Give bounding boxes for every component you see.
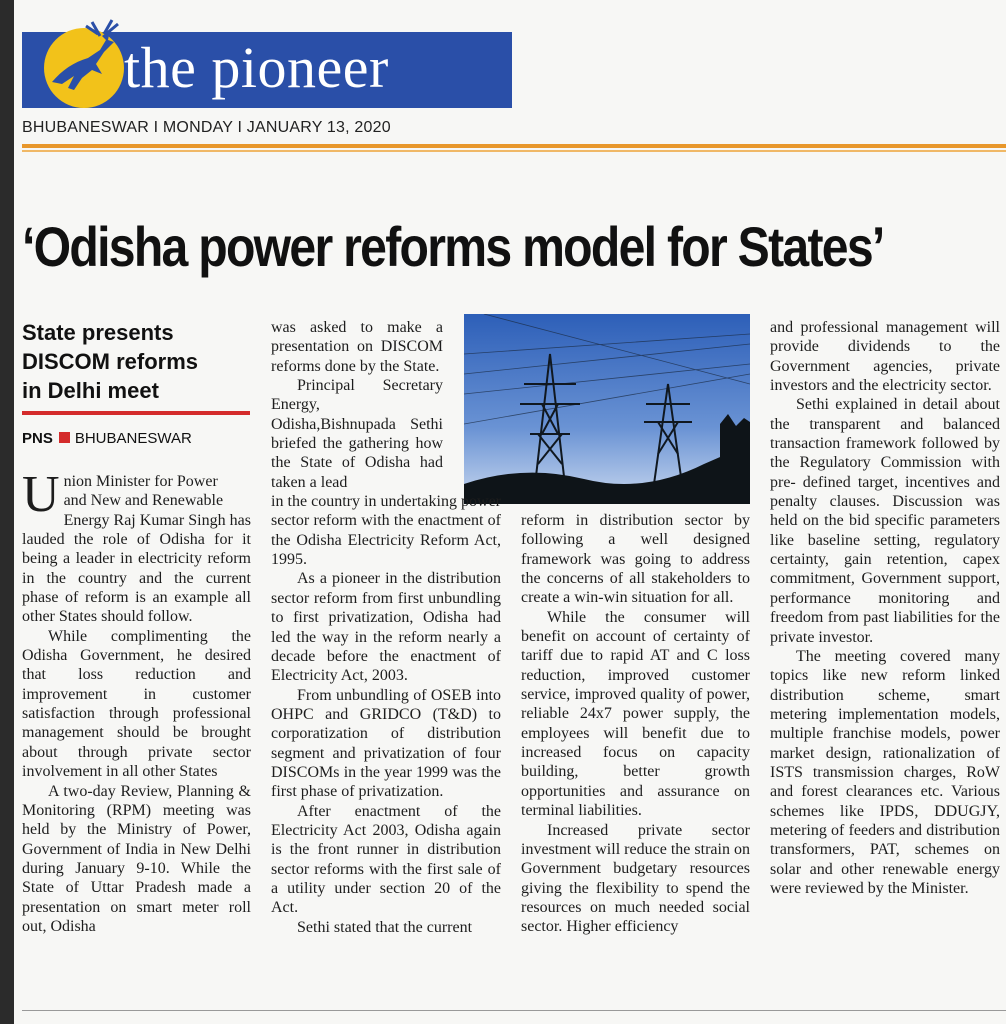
byline-location: BHUBANESWAR (74, 430, 192, 447)
paragraph: A two-day Review, Planning & Monitoring (RPM) meeting was held by the Ministry of Power, Government of India in New Delhi during January 9-10. While the State of Uttar Pradesh made a presentation on smart meter roll out, Odisha (22, 782, 251, 935)
paragraph: nion Minister for Power and New and Renewable Energy Raj Kumar Singh has lauded the role of Odisha for it being a leader in electricity reform in the country and the current phase of reform is an example all other States should follow. (22, 473, 251, 626)
paragraph: After enactment of the Electricity Act 2003, Odisha again is the front runner in distribution sector reforms with the first sale of a utility under section 20 of the Act. (271, 802, 501, 917)
drop-cap: U (22, 466, 60, 523)
header-rule-thin (22, 150, 1006, 152)
subhead-line: DISCOM reforms (22, 349, 199, 374)
paragraph: Principal Secretary Energy, Odisha,Bishnupada Sethi briefed the gathering how the State of Odisha had taken a lead (271, 377, 443, 491)
paragraph: While complimenting the Odisha Government, he desired that loss reduction and improvement in customer satisfaction through professional management should be brought about through private sector involvement in all other States (22, 627, 251, 781)
paragraph: was asked to make a presentation on DISCOM reforms done by the State. (271, 319, 443, 375)
column-2-narrow-block (271, 318, 443, 492)
subheadline (22, 318, 262, 405)
paragraph: As a pioneer in the distribution sector reform from first unbundling to first privatization, Odisha had led the way in the reform nearly a decade before the enactment of Electricity Act, 2003. (271, 570, 501, 685)
article-column-4 (770, 318, 1000, 898)
paragraph: Sethi explained in detail about the transparent and balanced transaction framework followed by the Regulatory Commission with pre- defined target, incentives and penalty clauses. Discussion was held on the bid specific parameters like baseline setting, regulatory certainty, gain retention, capex commitment, Government support, performance monitoring and freedom from past liabilities for the private investor. (770, 396, 1000, 646)
byline-red-square-icon (59, 432, 70, 443)
deer-sun-logo-icon (22, 12, 132, 108)
masthead-title: the pioneer (124, 35, 389, 100)
transmission-tower-photo (464, 314, 750, 504)
headline: ‘Odisha power reforms model for States’ (22, 215, 884, 278)
byline-agency: PNS (22, 430, 53, 447)
article-column-3 (521, 511, 750, 937)
article-column-1 (22, 466, 251, 936)
paragraph: in the country in undertaking power sector reform with the enactment of the Odisha Electricity Reform Act, 1995. (271, 493, 501, 569)
header-rule (22, 144, 1006, 148)
subhead-line: State presents (22, 320, 174, 345)
subhead-red-rule (22, 411, 250, 415)
paragraph: From unbundling of OSEB into OHPC and GRIDCO (T&D) to corporatization of distribution segment and privatization of four DISCOMs in the year 1999 was the first phase of privatization. (271, 686, 501, 801)
paragraph: While the consumer will benefit on account of certainty of tariff due to rapid AT and C loss reduction, improved customer service, improved quality of power, reliable 24x7 power supply, the employees will benefit due to increased focus on capacity building, better growth opportunities and assurance on terminal liabilities. (521, 608, 750, 820)
paragraph: reform in distribution sector by following a well designed framework was going to address the concerns of all stakeholders to create a win-win situation for all. (521, 512, 750, 607)
dateline: BHUBANESWAR I MONDAY I JANUARY 13, 2020 (22, 119, 391, 136)
paragraph: The meeting covered many topics like new reform linked distribution scheme, smart metering implementation models, multiple franchise models, power market design, rationalization of ISTS transmission charges, RoW and forest clearances etc. Various schemes like IPDS, DDUGJY, metering of feeders and distribution transformers, PAT, schemes on solar and other renewable energy were reviewed by the Minister. (770, 647, 1000, 897)
masthead (22, 12, 512, 108)
paragraph: and professional management will provide dividends to the Government agencies, private investors and the electricity sector. (770, 319, 1000, 395)
bottom-rule (22, 1010, 1006, 1011)
subhead-line: in Delhi meet (22, 378, 159, 403)
article-column-2 (271, 318, 501, 937)
paragraph: Increased private sector investment will reduce the strain on Government budgetary resources giving the flexibility to spend the resources on much needed social sector. Higher efficiency (521, 821, 750, 936)
byline (22, 430, 192, 447)
page-edge-shadow (0, 0, 14, 1024)
paragraph: Sethi stated that the current (297, 918, 473, 936)
